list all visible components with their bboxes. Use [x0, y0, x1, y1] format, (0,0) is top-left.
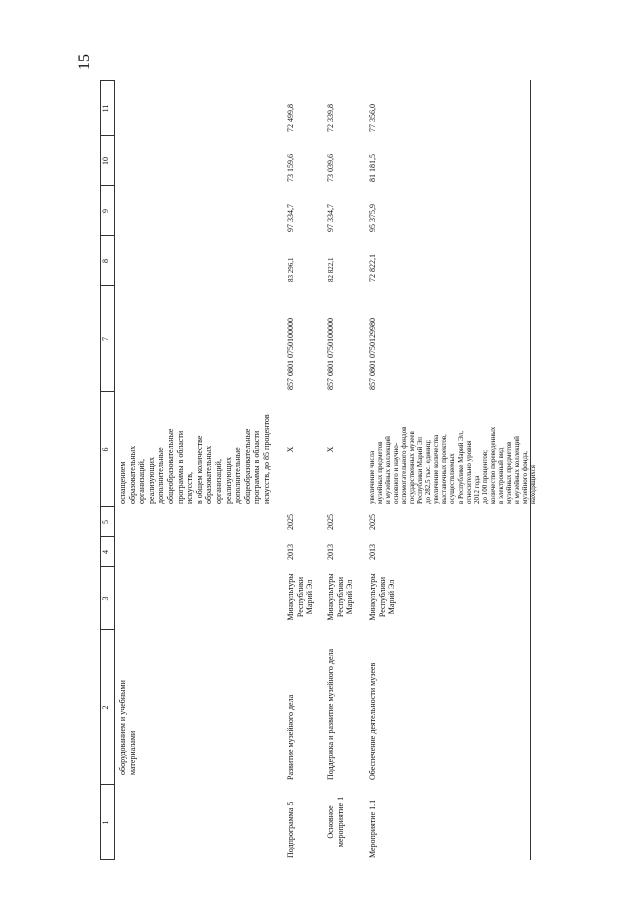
page-number: 15 — [76, 54, 93, 70]
row-title-cell: Обеспечение деятельности музеев — [368, 662, 377, 780]
executor-cell: Минкультуры Республики Марий Эл — [326, 573, 355, 621]
result-cell: Х — [286, 446, 295, 453]
value-cell: 73 159,6 — [286, 154, 295, 182]
row-title-cell: Поддержка и развитие музейного дела — [326, 648, 335, 780]
column-number: 7 — [101, 337, 110, 341]
executor-cell: Минкультуры Республики Марий Эл — [286, 573, 315, 621]
column-number: 9 — [101, 209, 110, 213]
row-type-cell: Основное мероприятие 1 — [326, 796, 345, 848]
row-type-cell: Мероприятие 1.1 — [368, 799, 377, 858]
continuation-col6-text: оснащением образовательных организаций, реализующих дополнительные общеобразовательные программы в области искусств, в общем количестве образовательных организаций, реализующих дополнительные общеобразовательные программы в области искусств, до 85 процентов — [118, 414, 271, 504]
result-cell: Х — [326, 446, 335, 453]
value-cell: 77 356,0 — [368, 104, 377, 132]
column-number: 10 — [101, 157, 110, 165]
value-cell: 97 334,7 — [326, 204, 335, 232]
value-cell: 81 181,5 — [368, 154, 377, 182]
budget-code-cell: 857 0801 0750100000 — [286, 318, 295, 390]
row-title-cell: Развитие музейного дела — [286, 694, 295, 780]
start-year-cell: 2013 — [286, 544, 295, 560]
value-cell: 83 296,1 — [287, 257, 295, 282]
continuation-col2-text: оборудованием и учебными материалами — [118, 680, 137, 775]
executor-cell: Минкультуры Республики Марий Эл — [368, 573, 397, 621]
budget-code-cell: 857 0801 0750100000 — [326, 318, 335, 390]
value-cell: 82 822,1 — [327, 257, 335, 282]
value-cell: 72 499,8 — [286, 104, 295, 132]
header-bottom-rule — [114, 80, 115, 860]
column-number: 3 — [101, 596, 110, 601]
start-year-cell: 2013 — [326, 544, 335, 560]
column-number: 1 — [101, 820, 110, 825]
value-cell: 95 375,9 — [368, 204, 377, 232]
value-cell: 97 334,7 — [286, 204, 295, 232]
result-cell: увеличение числа музейных предметов и музейных коллекций основного и научно- вспомогательного фондов государственных музеев Республики Марий Эл до 282,5 тыс. единиц; увеличение количества выставочных проектов, осуществляемых в Республике Марий Эл, относительно уровня 2012 года до 100 процентов; количество переведенных в электронный вид музейных предметов и музейных коллекций музейного фонда, находящихся — [368, 426, 537, 504]
column-number: 4 — [101, 550, 110, 554]
value-cell: 72 822,1 — [368, 254, 377, 282]
column-number: 2 — [101, 705, 110, 710]
column-number: 6 — [101, 447, 110, 452]
budget-code-cell: 857 0801 0750129980 — [368, 318, 377, 390]
end-year-cell: 2025 — [368, 514, 377, 530]
row-type-cell: Подпрограмма 5 — [286, 801, 295, 858]
column-number: 8 — [101, 259, 110, 263]
value-cell: 72 339,8 — [326, 104, 335, 132]
column-number: 5 — [101, 520, 110, 524]
rotated-table — [100, 80, 537, 860]
end-year-cell: 2025 — [286, 514, 295, 530]
column-number: 11 — [101, 104, 110, 113]
start-year-cell: 2013 — [368, 544, 377, 560]
value-cell: 73 039,6 — [326, 154, 335, 182]
end-year-cell: 2025 — [326, 514, 335, 530]
